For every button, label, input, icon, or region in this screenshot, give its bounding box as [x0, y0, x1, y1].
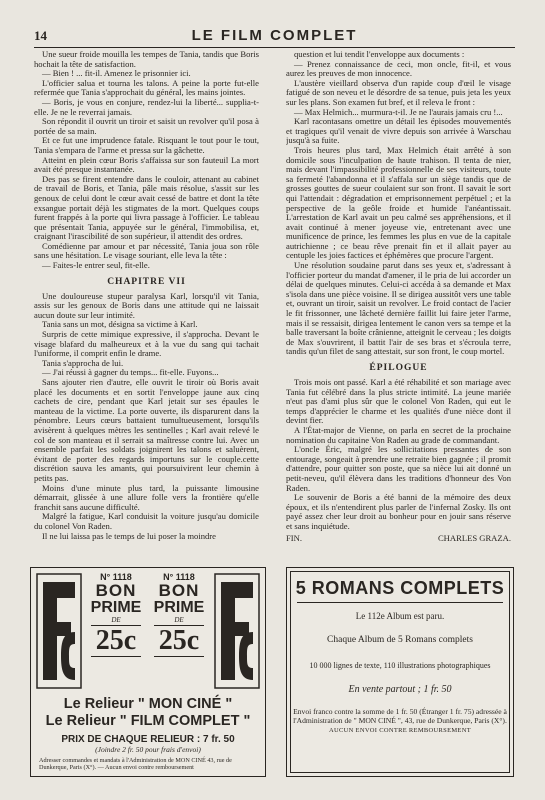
coupon-prime-label: PRIME [90, 599, 142, 616]
order-address: Adresser commandes et mandats à l'Administration de MON CINÉ 43, rue de Dunkerque, Paris (X°). — Aucun envoi contre remboursement [39, 757, 232, 771]
left-text-column [34, 50, 259, 570]
coupon-de-label: DE [174, 616, 184, 624]
album-price: En vente partout ; 1 fr. 50 [348, 684, 452, 695]
fc-logo-icon [213, 572, 261, 690]
paragraph: Des pas se firent entendre dans le couloir, attenant au cabinet de travail de Boris, et Tania, pâle mais résolue, s'assit sur les genoux de celui dont le cœur avait cessé de battre et dont la tête exsangue portait déjà les stigmates de la mort. Quelques coups furent frappés à la porte qui livra passage à l'officier. Le tableau que présentait Tania, appuyée sur le général, l'immobilisa, et, craignant l'irascibilité de son supérieur, il attendit des ordres. [34, 173, 259, 242]
page-header [34, 26, 515, 48]
coupon-prime-label: PRIME [153, 599, 205, 616]
relieur-coupon-ad [30, 567, 266, 777]
signature-line [286, 534, 511, 544]
paragraph: Il ne lui laissa pas le temps de lui poser la moindre [42, 530, 216, 541]
coupon-rule [91, 656, 141, 657]
relieur-price: PRIX DE CHAQUE RELIEUR : 7 fr. 50 [61, 734, 235, 745]
coupon-2 [148, 572, 210, 690]
author-name: CHARLES GRAZA. [437, 532, 511, 543]
paragraph: Le souvenir de Boris a été banni de la mémoire des deux époux, et ils n'entendirent plus parler de l'infernal Zosky. Ils ont payé assez cher leur droit au bonheur pour en jouir sans réserve et sans inquiétude. [286, 492, 511, 531]
fc-logo-icon [35, 572, 83, 690]
paragraph: Et ce fut une imprudence fatale. Risquant le tout pour le tout, Tania s'empara de l'arme et pressa sur la gâchette. [34, 135, 259, 155]
album-contents: 10 000 lignes de texte, 110 illustrations photographiques [309, 661, 491, 670]
romans-title: 5 ROMANS COMPLETS [295, 578, 505, 598]
paragraph: Sans ajouter rien d'autre, elle ouvrit le tiroir où Boris avait placé les documents et en sortit l'enveloppe jaune aux cinq cachets de cire, pendant que Karl jetait sur ses épaules le manteau de la victime. La porte ouverte, ils disparurent dans la pénombre. Leurs cœurs battaient tumultueusement, lorsqu'ils avisèrent à quelques mètres les sentinelles ; Karl avait relevé le col de son manteau et il serrait sa maîtresse contre lui. Avec un ensemble parfait les soldats joignirent les talons et saluèrent, évitant de porter des regards importuns sur le couple.cette discrétion sauva les amants, qui poursuivirent leur chemin à petits pas. [34, 377, 259, 483]
coupon-rule [154, 656, 204, 657]
coupon-de-label: DE [111, 616, 121, 624]
paragraph: Trois heures plus tard, Max Helmich était arrêté à son domicile sous l'inculpation de haute trahison. Il tenta de nier, mais devant l'impassibilité professionnelle de ses visiteurs, toute sa fermeté l'abandonna et il s'affala sur un siège tandis que de grosses gouttes de sueur coulaient sur son front. Il savait le sort qui l'attendait : dégradation et emprisonnement perpétuel ; et la perspective de la geôle froide et humide l'anéantissait. L'arrestation de Karl avait un peu calmé ses appréhensions, et il avait continué à mener joyeuse vie, entretenant avec une munificence de prince, les femmes les plus en vue de la capitale autrichienne ; ce beau rêve prenait fin et il allait payer au centuple les joies factices et éphémères que procure l'argent. [286, 144, 511, 261]
paragraph: Comédienne par amour et par nécessité, Tania joua son rôle sans une hésitation. Le visage souriant, elle leva la tête : [34, 240, 259, 261]
paragraph: Tania sans un mot, désigna sa victime à Karl. [42, 319, 198, 330]
paragraph: Une sueur froide mouilla les tempes de Tania, tandis que Boris hochait la tête de satisfaction. [34, 50, 259, 69]
shipping-note: (Joindre 2 fr. 50 pour frais d'envoi) [95, 745, 201, 754]
paragraph: Trois mois ont passé. Karl a été réhabilité et son mariage avec Tania fut célébré dans la plus stricte intimité. La jeune mariée n'eut pas d'ami plus sûr que le colonel Von Raden, qui eut le temps d'apprécier le charme et les qualités d'une nièce dont il devint fier. [286, 377, 511, 426]
epilogue-heading: ÉPILOGUE [369, 363, 428, 373]
magazine-title: LE FILM COMPLET [191, 27, 358, 44]
mail-order-info: Envoi franco contre la somme de 1 fr. 50 (Étranger 1 fr. 75) adressée à l'Administration de " MON CINÉ ", 43, rue de Dunkerque, Paris (X°). [293, 707, 507, 725]
paragraph: — Boris, je vous en conjure, rendez-lui la liberté... supplia-t-elle. Je ne le reverrai jamais. [34, 96, 259, 117]
paragraph: — Faites-le entrer seul, fit-elle. [42, 260, 150, 271]
relieur-film-complet: Le Relieur " FILM COMPLET " [45, 713, 251, 729]
paragraph: — Prenez connaissance de ceci, mon oncle, fit-il, et vous aurez les preuves de mon innocence. [286, 58, 511, 79]
paragraph: A l'État-major de Vienne, on parla en secret de la prochaine nomination du capitaine Von Raden au grade de commandant. [286, 424, 511, 445]
paragraph: Karl racontasans omettre un détail les épisodes mouvementés et tragiques qu'il venait de vivre depuis son arrivée à Warschau jusqu'à sa fuite. [286, 116, 511, 146]
coupon-price: 25c [95, 625, 137, 656]
no-cod-note: AUCUN ENVOI CONTRE REMBOURSEMENT [329, 727, 471, 734]
album-announcement: Le 112e Album est paru. [355, 611, 445, 621]
paragraph: L'austère vieillard observa d'un rapide coup d'œil le visage fatigué de son neveu et le désordre de sa tenue, puis jeta les yeux sur les plans. Son examen fut bref, et il releva le front : [286, 77, 511, 107]
coupon-bon-label: BON [158, 581, 200, 600]
album-description: Chaque Album de 5 Romans complets [327, 635, 473, 645]
fin-label: FIN. [286, 532, 302, 543]
coupon-strip [35, 572, 261, 692]
paragraph: L'officier salua et tourna les talons. A peine la porte fut-elle refermée que Tania s'approchait du général, les mains jointes. [34, 77, 259, 98]
right-text-column [286, 50, 511, 570]
chapter-heading: CHAPITRE VII [107, 276, 186, 287]
romans-title-rule [297, 602, 503, 603]
coupon-price: 25c [158, 625, 200, 656]
romans-complets-ad [286, 567, 514, 777]
coupon-number: N° 1118 [100, 572, 132, 582]
page-number: 14 [34, 28, 47, 43]
paragraph: Malgré la fatigue, Karl conduisit la voiture jusqu'au domicile du colonel Von Raden. [34, 511, 259, 531]
coupon-1 [85, 572, 147, 690]
paragraph: — Bien ! ... fit-il. Amenez le prisonnier ici. [42, 68, 191, 79]
relieur-block [39, 696, 257, 771]
paragraph: Son répondit il ouvrit un tiroir et saisit un revolver qu'il posa à portée de sa main. [34, 116, 259, 136]
paragraph: Moins d'une minute plus tard, la puissante limousine démarrait, glissée à une allure folle vers la frontière qu'elle franchit sans aucune difficulté. [34, 482, 259, 512]
romans-ad-inner [290, 571, 510, 773]
paragraph: question et lui tendit l'enveloppe aux documents : [294, 50, 465, 59]
paragraph: Atteint en plein cœur Boris s'affaissa sur son fauteuil La mort avait été presque instantanée. [34, 154, 259, 175]
paragraph: — Max Helmich... murmura-t-il. Je ne l'aurais jamais cru !... [294, 106, 503, 117]
paragraph: — J'ai réussi à gagner du temps... fit-elle. Fuyons... [42, 367, 219, 378]
paragraph: Une douloureuse stupeur paralysa Karl, lorsqu'il vit Tania, assis sur les genoux de Boris dans une attitude qui ne laissait aucun doute sur leur intimité. [34, 290, 259, 320]
paragraph: Tania s'approcha de lui. [42, 357, 124, 368]
relieur-mon-cine: Le Relieur " MON CINÉ " [63, 696, 233, 712]
paragraph: Une résolution soudaine parut dans ses yeux et, s'adressant à l'officier porteur du mandat d'amener, il le pria de lui accorder un délai de quelques minutes. Celui-ci accéda à sa demande et Max s'isola dans une pièce voisine. Il se dirigea aussitôt vers une table et, ouvrant un tiroir, saisit un revolver. Le froid contact de l'acier le fit frissonner, une lâcheté dernière faillit lui faire jeter l'arme, mais il se ressaisit, dirigea lentement le canon vers sa tempe et la balle traversant la boîte crânienne, atteignit le cerveau ; les doigts de Max s'ouvrirent, il battit l'air de ses bras et s'écroula terre, tandis qu'un filet de sang attestait, sur son front, le coup mortel. [286, 260, 511, 357]
coupon-bon-label: BON [95, 581, 137, 600]
coupon-number: N° 1118 [163, 572, 195, 582]
paragraph: L'oncle Éric, malgré les sollicitations pressantes de son entourage, songeait à prendre une retraite bien gagnée ; il promit d'attendre, pour quitter son poste, que sa nièce lui ait donné un petit-neveu, qu'il élèvera dans les traditions d'honneur des Von Raden. [286, 444, 511, 493]
paragraph: Surpris de cette mimique expressive, il s'approcha. Devant le visage blafard du malheureux et à la vue du sang qui tachait l'uniforme, il comprit enfin le drame. [34, 329, 259, 359]
header-rule [34, 47, 515, 48]
